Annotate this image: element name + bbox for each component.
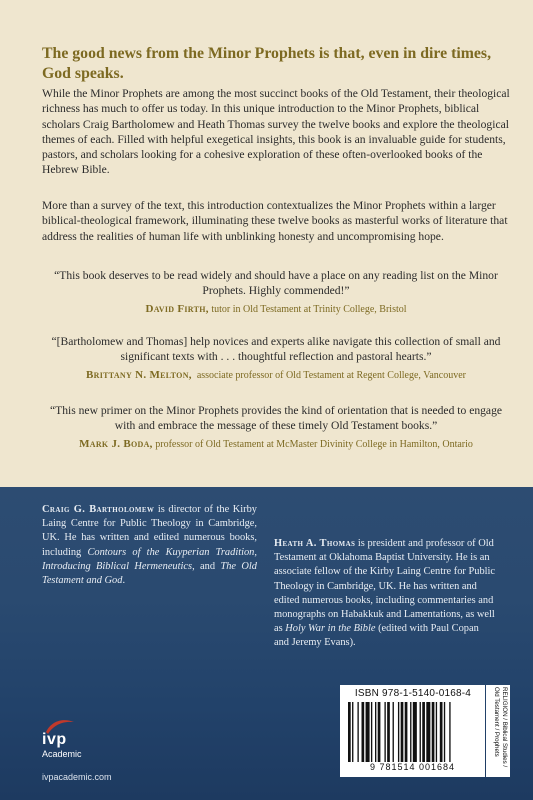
bisac-category-label — [486, 685, 510, 777]
book-title: Holy War in the Bible — [285, 623, 376, 635]
bio-text: , and — [192, 560, 221, 572]
bio-text: (edited with Paul Copan and Jeremy Evans). — [274, 623, 479, 649]
author-name: Heath A. Thomas — [274, 538, 356, 549]
barcode-digits: 9 781514 001684 — [369, 762, 456, 772]
endorsement-1 — [42, 268, 510, 316]
endorsement-attribution — [42, 369, 510, 382]
endorser-role: associate professor of Old Testament at Regent College, Vancouver — [196, 369, 466, 381]
book-title: Contours of the Kuyperian Tradition — [87, 546, 255, 558]
endorsement-quote: “This new primer on the Minor Prophets provides the kind of orientation that is needed to engage with and embrace the message of these timely Old Testament books.” — [49, 404, 503, 433]
description-paragraph-1: While the Minor Prophets are among the most succinct books of the Old Testament, their theological richness has much to offer us today. In this unique introduction to the Minor Prophets, biblical scholars Craig Bartholomew and Heath Thomas survey the twelve books and explore the theological themes of each. Filled with helpful exegetical insights, this book is an invaluable guide for students, pastors, and scholars looking for a cohesive exploration of these often-overlooked books of the Hebrew Bible. — [42, 87, 510, 177]
endorser-role: tutor in Old Testament at Trinity College, Bristol — [211, 303, 407, 315]
isbn-label: ISBN 978-1-5140-0168-4 — [354, 688, 472, 699]
author-bio-bartholomew — [42, 503, 257, 588]
barcode-box — [340, 685, 485, 777]
endorser-name: Brittany N. Melton, — [86, 368, 192, 381]
book-title: The Old Testament and God — [42, 560, 257, 587]
author-name: Craig G. Bartholomew — [42, 504, 155, 515]
endorsement-2 — [42, 334, 510, 382]
barcode-icon — [348, 702, 476, 762]
cover-bottom-section — [0, 487, 533, 800]
publisher-logo: ivp — [42, 731, 67, 748]
publisher-imprint: Academic — [42, 749, 82, 759]
bio-text: . — [122, 575, 126, 587]
book-title: Introducing Biblical Hermeneutics — [42, 560, 193, 572]
bio-text: is director of the Kirby Laing Centre for Public Theology in Cambridge, UK. He has written and edited numerous books, including — [42, 504, 257, 558]
description-paragraph-2: More than a survey of the text, this introduction contextualizes the Minor Prophets within a larger biblical-theological framework, illuminating these twelve books as masterful works of literature that address the realities of human life with unblinking honesty and uncompromising hope. — [42, 199, 508, 243]
bio-text: , — [254, 546, 257, 558]
headline: The good news from the Minor Prophets is that, even in dire times, God speaks. — [42, 45, 492, 82]
endorsement-quote: “This book deserves to be read widely and should have a place on any reading list on the Minor Prophets. Highly commended!” — [54, 269, 498, 298]
author-bio-thomas — [274, 537, 496, 651]
bisac-text: RELIGION / Biblical Studies / Old Testament / Prophets — [493, 687, 508, 768]
endorsement-3 — [42, 403, 510, 451]
bio-text: is president and professor of Old Testament at Oklahoma Baptist University. He is an associate fellow of the Kirby Laing Centre for Public Theology in Cambridge, UK. He has written and edited numerous books, including commentaries and monographs on Habakkuk and Lamentations, as well as — [274, 538, 496, 635]
publisher-website: ivpacademic.com — [42, 772, 112, 782]
endorser-name: David Firth, — [145, 302, 209, 315]
endorsement-attribution — [42, 303, 510, 316]
endorser-role: professor of Old Testament at McMaster Divinity College in Hamilton, Ontario — [155, 438, 473, 450]
endorser-name: Mark J. Boda, — [79, 437, 153, 450]
endorsement-quote: “[Bartholomew and Thomas] help novices and experts alike navigate this collection of small and significant texts with . . . thoughtful reflection and pastoral hearts.” — [51, 335, 501, 364]
endorsement-attribution — [42, 438, 510, 451]
